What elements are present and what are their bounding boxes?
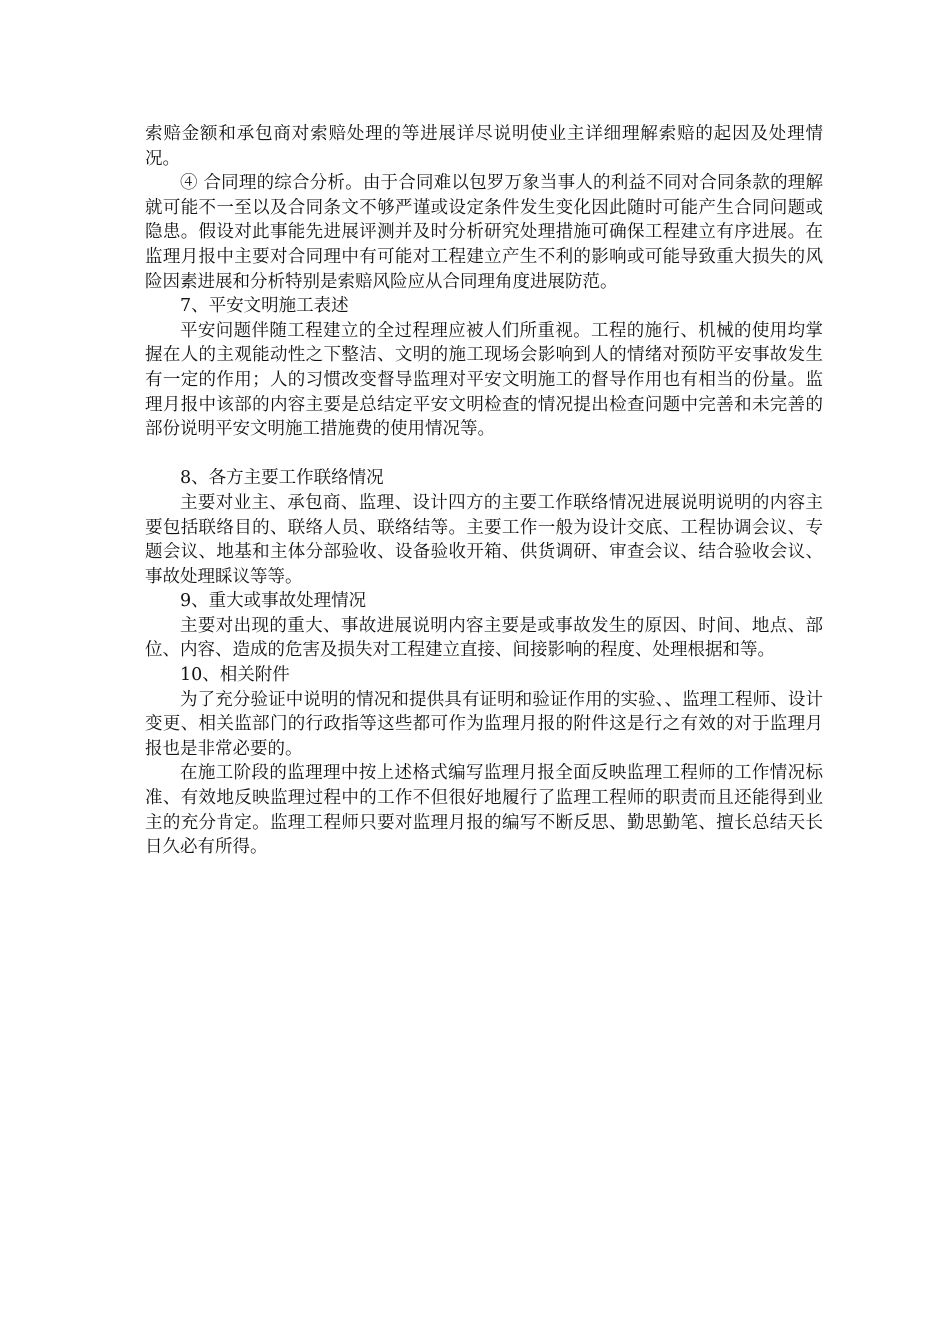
paragraph-accidents: 主要对出现的重大、事故进展说明内容主要是或事故发生的原因、时间、地点、部位、内容、造成的危害及损失对工程建立直接、间接影响的程度、处理根据和等。: [145, 615, 823, 661]
section-heading-10: 10、相关附件: [180, 665, 290, 686]
paragraph-safety: 平安问题伴随工程建立的全过程理应被人们所重视。工程的施行、机械的使用均掌握在人的主观能动性之下整洁、文明的施工现场会影响到人的情绪对预防平安事故发生有一定的作用；人的习惯改变督导监理对平安文明施工的督导作用也有相当的份量。监理月报中该部的内容主要是总结定平安文明检查的情况提出检查问题中完善和未完善的部份说明平安文明施工措施费的使用情况等。: [145, 320, 823, 440]
paragraph-liaison: 主要对业主、承包商、监理、设计四方的主要工作联络情况进展说明说明的内容主要包括联络目的、联络人员、联络结等。主要工作一般为设计交底、工程协调会议、专题会议、地基和主体分部验收、设备验收开箱、供货调研、审查会议、结合验收会议、事故处理睬议等等。: [145, 492, 823, 587]
blank-line: [145, 442, 823, 467]
section-heading-9: 9、重大或事故处理情况: [180, 591, 367, 612]
document-body: [145, 122, 823, 860]
paragraph-attachments: 为了充分验证中说明的情况和提供具有证明和验证作用的实验、、监理工程师、设计变更、相关监部门的行政指等这些都可作为监理月报的附件这是行之有效的对于监理月报也是非常必要的。: [145, 689, 823, 759]
paragraph-contract-analysis: ④ 合同理的综合分析。由于合同难以包罗万象当事人的利益不同对合同条款的理解就可能不一至以及合同条文不够严谨或设定条件发生变化因此随时可能产生合同问题或隐患。假设对此事能先进展评测并及时分析研究处理措施可确保工程建立有序进展。在监理月报中主要对合同理中有可能对工程建立产生不利的影响或可能导致重大损失的风险因素进展和分析特别是索赔风险应从合同理角度进展防范。: [145, 173, 823, 292]
section-heading-8: 8、各方主要工作联络情况: [180, 468, 384, 489]
paragraph-claims-summary: 索赔金额和承包商对索赔处理的等进展详尽说明使业主详细理解索赔的起因及处理情况。: [145, 124, 823, 169]
section-heading-7: 7、平安文明施工表述: [180, 296, 349, 317]
paragraph-conclusion: 在施工阶段的监理理中按上述格式编写监理月报全面反映监理工程师的工作情况标准、有效地反映监理过程中的工作不但很好地履行了监理工程师的职责而且还能得到业主的充分肯定。监理工程师只要对监理月报的编写不断反思、勤思勤笔、擅长总结天长日久必有所得。: [145, 763, 823, 858]
